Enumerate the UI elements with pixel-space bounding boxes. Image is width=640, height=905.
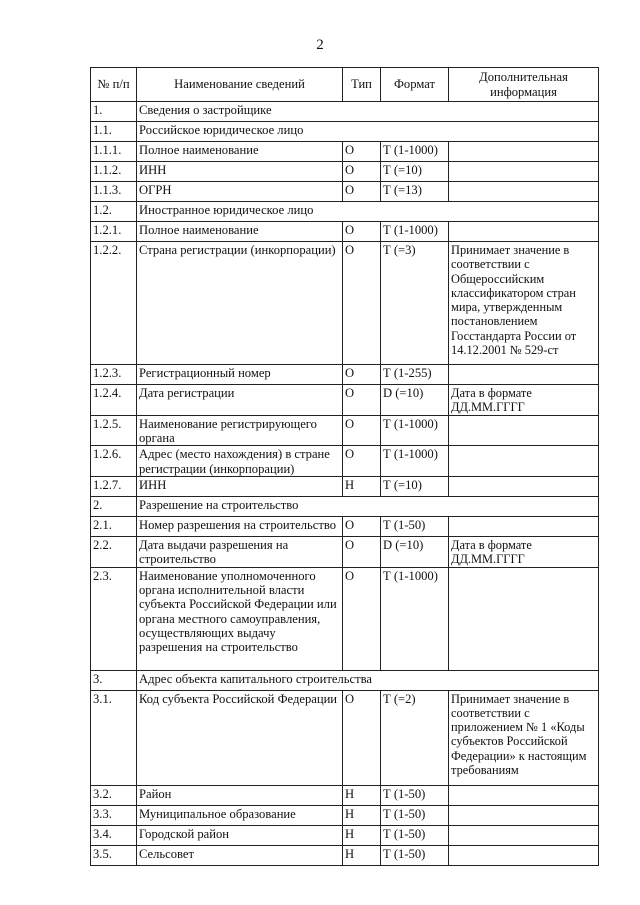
- row-number: 1.2.: [91, 202, 137, 222]
- row-number: 3.: [91, 670, 137, 690]
- row-number: 3.3.: [91, 805, 137, 825]
- field-extra: [449, 222, 599, 242]
- field-format: Т (1-1000): [381, 567, 449, 670]
- field-type: Н: [343, 785, 381, 805]
- field-name: Городской район: [137, 825, 343, 845]
- requirements-table: [90, 67, 599, 866]
- field-type: О: [343, 385, 381, 416]
- table-row: [91, 845, 599, 865]
- field-format: Т (1-50): [381, 785, 449, 805]
- row-number: 1.: [91, 102, 137, 122]
- field-name: Номер разрешения на строительство: [137, 516, 343, 536]
- row-number: 1.1.: [91, 122, 137, 142]
- field-type: О: [343, 690, 381, 785]
- field-extra: [449, 476, 599, 496]
- table-row: [91, 825, 599, 845]
- field-extra: [449, 365, 599, 385]
- field-extra: [449, 516, 599, 536]
- section-title: Российское юридическое лицо: [137, 122, 599, 142]
- table-row: [91, 182, 599, 202]
- table-header-row: [91, 68, 599, 102]
- field-type: О: [343, 536, 381, 567]
- row-number: 1.2.4.: [91, 385, 137, 416]
- section-row: [91, 670, 599, 690]
- field-format: Т (1-1000): [381, 222, 449, 242]
- table-row: [91, 415, 599, 446]
- field-name: Адрес (место нахождения) в стране регистрации (инкорпорации): [137, 446, 343, 477]
- field-extra: Принимает значение в соответствии с Общероссийским классификатором стран мира, утвержденным постановлением Госстандарта России от 14.12.2001 № 529-ст: [449, 242, 599, 365]
- field-name: ИНН: [137, 476, 343, 496]
- field-name: Дата выдачи разрешения на строительство: [137, 536, 343, 567]
- field-name: Регистрационный номер: [137, 365, 343, 385]
- section-title: Разрешение на строительство: [137, 496, 599, 516]
- field-format: Т (=10): [381, 476, 449, 496]
- table-row: [91, 142, 599, 162]
- row-number: 2.: [91, 496, 137, 516]
- table-row: [91, 516, 599, 536]
- row-number: 1.2.5.: [91, 415, 137, 446]
- field-name: Код субъекта Российской Федерации: [137, 690, 343, 785]
- header-extra: Дополнительная информация: [449, 68, 599, 102]
- field-type: О: [343, 567, 381, 670]
- field-extra: Принимает значение в соответствии с приложением № 1 «Коды субъектов Российской Федерации» к настоящим требованиям: [449, 690, 599, 785]
- table-row: [91, 162, 599, 182]
- table-row: [91, 805, 599, 825]
- field-format: Т (=13): [381, 182, 449, 202]
- section-title: Сведения о застройщике: [137, 102, 599, 122]
- field-type: Н: [343, 805, 381, 825]
- field-name: Район: [137, 785, 343, 805]
- section-row: [91, 202, 599, 222]
- table-row: [91, 446, 599, 477]
- field-type: О: [343, 516, 381, 536]
- row-number: 2.2.: [91, 536, 137, 567]
- table-row: [91, 536, 599, 567]
- field-name: Полное наименование: [137, 222, 343, 242]
- field-format: Т (1-1000): [381, 142, 449, 162]
- row-number: 3.4.: [91, 825, 137, 845]
- table-row: [91, 567, 599, 670]
- field-name: Наименование регистрирующего органа: [137, 415, 343, 446]
- field-type: Н: [343, 845, 381, 865]
- field-extra: [449, 805, 599, 825]
- field-name: Наименование уполномоченного органа исполнительной власти субъекта Российской Федерации или органа местного самоуправления, осуществляющих выдачу разрешения на строительство: [137, 567, 343, 670]
- header-name: Наименование сведений: [137, 68, 343, 102]
- field-format: Т (1-50): [381, 805, 449, 825]
- row-number: 3.2.: [91, 785, 137, 805]
- field-extra: [449, 162, 599, 182]
- field-type: О: [343, 162, 381, 182]
- page-number: 2: [316, 37, 324, 53]
- field-format: D (=10): [381, 385, 449, 416]
- table-row: [91, 222, 599, 242]
- field-name: ИНН: [137, 162, 343, 182]
- row-number: 1.2.3.: [91, 365, 137, 385]
- table-row: [91, 242, 599, 365]
- field-format: Т (=3): [381, 242, 449, 365]
- row-number: 2.3.: [91, 567, 137, 670]
- row-number: 1.2.6.: [91, 446, 137, 477]
- field-extra: [449, 825, 599, 845]
- field-name: Полное наименование: [137, 142, 343, 162]
- field-type: Н: [343, 825, 381, 845]
- table-body: [91, 102, 599, 866]
- field-format: Т (1-1000): [381, 415, 449, 446]
- section-title: Адрес объекта капитального строительства: [137, 670, 599, 690]
- field-name: Сельсовет: [137, 845, 343, 865]
- table-row: [91, 365, 599, 385]
- table-row: [91, 690, 599, 785]
- field-name: Муниципальное образование: [137, 805, 343, 825]
- field-extra: [449, 446, 599, 477]
- field-format: Т (1-50): [381, 516, 449, 536]
- field-type: О: [343, 222, 381, 242]
- field-type: О: [343, 446, 381, 477]
- field-name: Дата регистрации: [137, 385, 343, 416]
- header-num: № п/п: [91, 68, 137, 102]
- field-extra: [449, 142, 599, 162]
- section-row: [91, 496, 599, 516]
- field-extra: [449, 415, 599, 446]
- header-format: Формат: [381, 68, 449, 102]
- field-format: Т (1-50): [381, 845, 449, 865]
- field-name: ОГРН: [137, 182, 343, 202]
- field-type: О: [343, 182, 381, 202]
- field-format: Т (1-255): [381, 365, 449, 385]
- row-number: 1.1.1.: [91, 142, 137, 162]
- field-format: D (=10): [381, 536, 449, 567]
- field-extra: Дата в формате ДД.ММ.ГГГГ: [449, 536, 599, 567]
- field-name: Страна регистрации (инкорпорации): [137, 242, 343, 365]
- field-type: Н: [343, 476, 381, 496]
- header-type: Тип: [343, 68, 381, 102]
- table-row: [91, 476, 599, 496]
- field-type: О: [343, 242, 381, 365]
- table-row: [91, 385, 599, 416]
- row-number: 1.2.1.: [91, 222, 137, 242]
- field-type: О: [343, 415, 381, 446]
- row-number: 3.5.: [91, 845, 137, 865]
- section-title: Иностранное юридическое лицо: [137, 202, 599, 222]
- row-number: 1.1.3.: [91, 182, 137, 202]
- row-number: 1.2.2.: [91, 242, 137, 365]
- field-format: Т (1-1000): [381, 446, 449, 477]
- field-extra: Дата в формате ДД.ММ.ГГГГ: [449, 385, 599, 416]
- field-type: О: [343, 365, 381, 385]
- field-extra: [449, 567, 599, 670]
- row-number: 2.1.: [91, 516, 137, 536]
- field-extra: [449, 182, 599, 202]
- row-number: 3.1.: [91, 690, 137, 785]
- field-format: Т (1-50): [381, 825, 449, 845]
- field-extra: [449, 845, 599, 865]
- row-number: 1.2.7.: [91, 476, 137, 496]
- field-type: О: [343, 142, 381, 162]
- row-number: 1.1.2.: [91, 162, 137, 182]
- section-row: [91, 102, 599, 122]
- field-format: Т (=10): [381, 162, 449, 182]
- field-format: Т (=2): [381, 690, 449, 785]
- field-extra: [449, 785, 599, 805]
- table-row: [91, 785, 599, 805]
- section-row: [91, 122, 599, 142]
